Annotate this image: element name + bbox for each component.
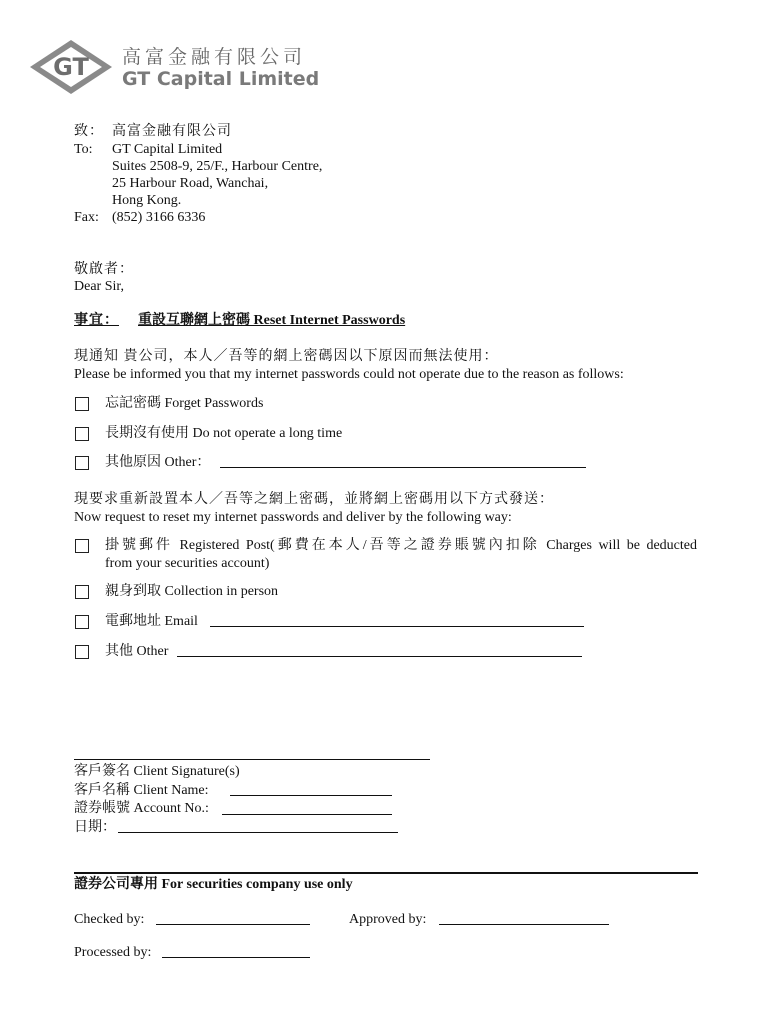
- signature-line[interactable]: [74, 759, 430, 760]
- reason-intro-en: Please be informed you that my internet passwords could not operate due to the reason as follows:: [74, 367, 624, 382]
- delivery-intro-en: Now request to reset my internet passwords and deliver by the following way:: [74, 510, 512, 525]
- not-operate-checkbox[interactable]: [75, 427, 89, 441]
- other-delivery-field[interactable]: [177, 656, 582, 657]
- other-reason-checkbox[interactable]: [75, 456, 89, 470]
- fax-label: Fax:: [74, 210, 99, 225]
- address-line-3: Hong Kong.: [112, 193, 182, 208]
- recipient-en: GT Capital Limited: [112, 142, 223, 157]
- other-delivery-checkbox[interactable]: [75, 645, 89, 659]
- account-label: 證券帳號 Account No.:: [74, 801, 209, 816]
- collection-label: 親身到取 Collection in person: [105, 584, 279, 599]
- address-line-2: 25 Harbour Road, Wanchai,: [112, 176, 269, 191]
- company-name-en: GT Capital Limited: [122, 68, 320, 90]
- other-reason-label: 其他原因 Other：: [105, 455, 211, 470]
- processed-by-field[interactable]: [162, 957, 310, 958]
- date-field[interactable]: [118, 832, 398, 833]
- company-name-cn: 高富金融有限公司: [122, 46, 307, 68]
- delivery-intro-cn: 現要求重新設置本人／吾等之網上密碼，並將網上密碼用以下方式發送：: [74, 492, 554, 507]
- approved-by-field[interactable]: [439, 924, 609, 925]
- subject-label: 事宜：: [74, 313, 119, 328]
- date-label: 日期：: [74, 820, 116, 835]
- office-use-title: 證券公司專用 For securities company use only: [74, 877, 353, 892]
- client-name-label: 客戶名稱 Client Name:: [74, 783, 209, 798]
- registered-post-label-line2: from your securities account): [105, 556, 270, 571]
- address-line-1: Suites 2508-9, 25/F., Harbour Centre,: [112, 159, 323, 174]
- email-field[interactable]: [210, 626, 584, 627]
- other-reason-field[interactable]: [220, 467, 586, 468]
- forget-password-checkbox[interactable]: [75, 397, 89, 411]
- to-label-en: To:: [74, 142, 93, 157]
- client-signature-label: 客戶簽名 Client Signature(s): [74, 764, 240, 779]
- reason-intro-cn: 現通知 貴公司，本人／吾等的網上密碼因以下原因而無法使用：: [74, 349, 499, 364]
- collection-checkbox[interactable]: [75, 585, 89, 599]
- gt-logo-icon: [28, 38, 114, 96]
- other-delivery-label: 其他 Other: [105, 644, 169, 659]
- account-field[interactable]: [222, 814, 392, 815]
- forget-password-label: 忘記密碼 Forget Passwords: [105, 396, 264, 411]
- client-name-field[interactable]: [230, 795, 392, 796]
- logo-mark-text: GT: [53, 53, 89, 81]
- email-checkbox[interactable]: [75, 615, 89, 629]
- not-operate-label: 長期沒有使用 Do not operate a long time: [105, 426, 343, 441]
- checked-by-label: Checked by:: [74, 912, 145, 927]
- checked-by-field[interactable]: [156, 924, 310, 925]
- fax-number: (852) 3166 6336: [112, 210, 206, 225]
- email-label: 電郵地址 Email: [105, 614, 198, 629]
- to-label-cn: 致：: [74, 124, 104, 139]
- registered-post-checkbox[interactable]: [75, 539, 89, 553]
- office-divider: [74, 872, 698, 874]
- greeting-en: Dear Sir,: [74, 279, 124, 294]
- registered-post-label: 掛號郵件 Registered Post(郵費在本人/吾等之證券賬號內扣除 Charges will be deducted: [105, 538, 697, 553]
- recipient-cn: 高富金融有限公司: [112, 124, 232, 139]
- approved-by-label: Approved by:: [349, 912, 427, 927]
- processed-by-label: Processed by:: [74, 945, 152, 960]
- subject-text: 重設互聯網上密碼 Reset Internet Passwords: [138, 313, 406, 328]
- greeting-cn: 敬啟者：: [74, 262, 134, 277]
